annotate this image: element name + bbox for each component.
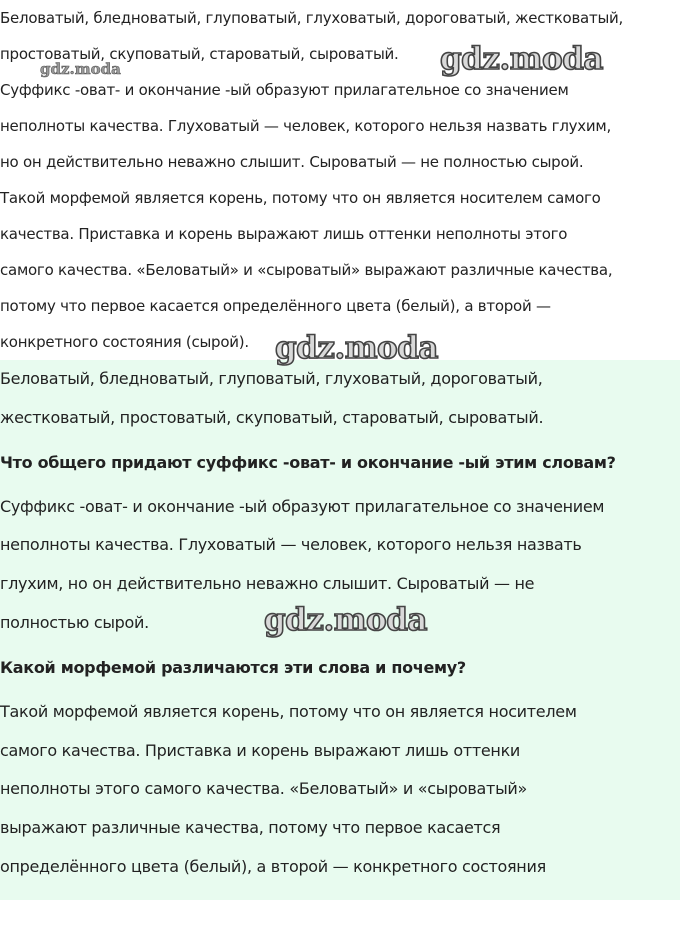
summary-line: Суффикс -оват- и окончание -ый образуют прилагательное со значением — [0, 81, 569, 99]
summary-line: простоватый, скуповатый, староватый, сыроватый. — [0, 45, 399, 63]
words-line: Беловатый, бледноватый, глуповатый, глуховатый, дороговатый, — [0, 369, 543, 388]
answer-line: неполноты этого самого качества. «Беловатый» и «сыроватый» — [0, 779, 527, 799]
watermark-logo: gdz.moda — [440, 41, 603, 77]
question-heading: Что общего придают суффикс -оват- и окончание -ый этим словам? — [0, 452, 616, 472]
answer-line: самого качества. Приставка и корень выражают лишь оттенки — [0, 740, 521, 760]
answer-line: Такой морфемой является корень, потому что он является носителем — [0, 701, 577, 721]
summary-line: неполноты качества. Глуховатый — человек, которого нельзя назвать глухим, — [0, 117, 611, 135]
answer-line: неполноты качества. Глуховатый — человек, которого нельзя назвать — [0, 535, 582, 555]
watermark-logo: gdz.moda — [275, 330, 438, 366]
answer-line: Суффикс -оват- и окончание -ый образуют прилагательное со значением — [0, 496, 605, 516]
summary-line: но он действительно неважно слышит. Сыроватый — не полностью сырой. — [0, 153, 584, 171]
summary-line: самого качества. «Беловатый» и «сыроватый» выражают различные качества, — [0, 261, 613, 279]
summary-line: Такой морфемой является корень, потому что он является носителем самого — [0, 189, 601, 207]
summary-line: потому что первое касается определённого цвета (белый), а второй — — [0, 297, 551, 315]
answer-line: выражают различные качества, потому что первое касается — [0, 818, 501, 838]
words-line: жестковатый, простоватый, скуповатый, староватый, сыроватый. — [0, 407, 544, 427]
answer-line: полностью сырой. — [0, 612, 149, 632]
watermark-logo: gdz.moda — [264, 602, 427, 638]
watermark-logo: gdz.moda — [40, 60, 121, 78]
summary-line: Беловатый, бледноватый, глуповатый, глуховатый, дороговатый, жестковатый, — [0, 9, 624, 27]
question-heading: Какой морфемой различаются эти слова и почему? — [0, 657, 466, 677]
summary-line: качества. Приставка и корень выражают лишь оттенки неполноты этого — [0, 225, 568, 243]
summary-line: конкретного состояния (сырой). — [0, 333, 249, 351]
answer-line: глухим, но он действительно неважно слышит. Сыроватый — не — [0, 574, 535, 594]
answer-line: определённого цвета (белый), а второй — конкретного состояния — [0, 856, 546, 876]
